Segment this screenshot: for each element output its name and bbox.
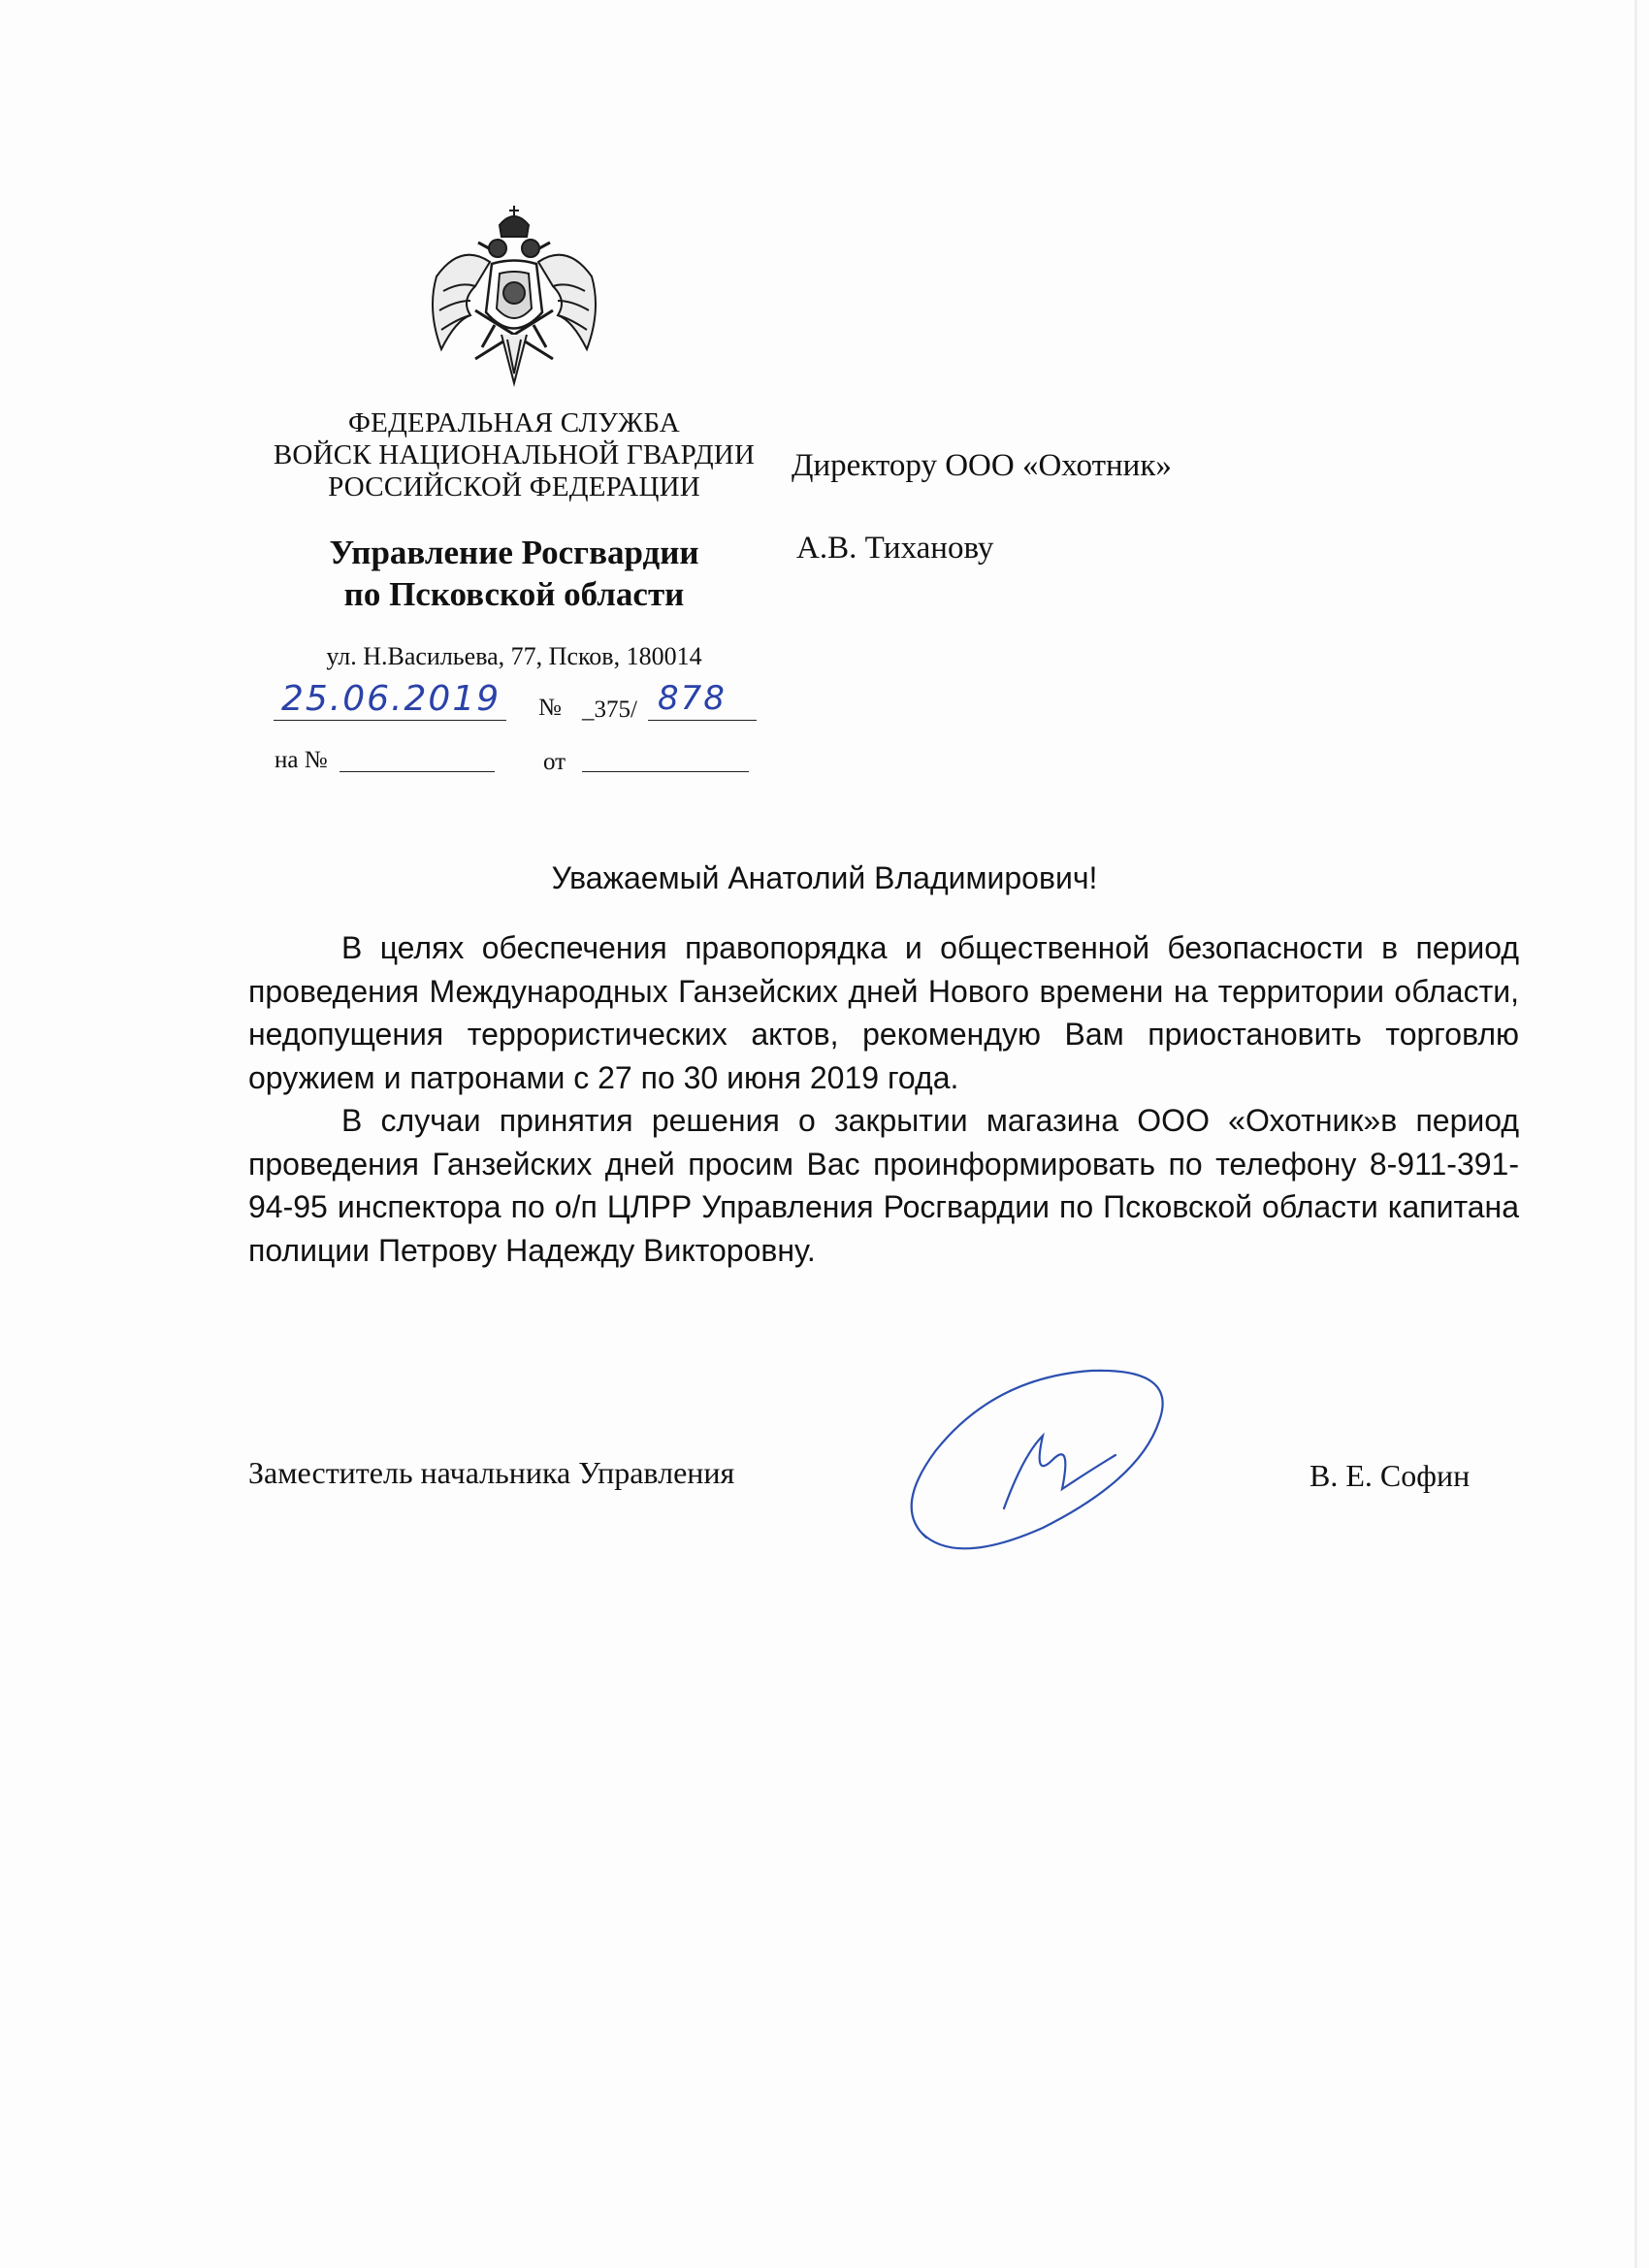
reference-underline xyxy=(340,771,495,772)
number-underline xyxy=(648,720,757,721)
rosgvardia-eagle-emblem-icon xyxy=(422,204,606,398)
org-line: РОССИЙСКОЙ ФЕДЕРАЦИИ xyxy=(328,471,700,502)
body-paragraph: В случаи принятия решения о закрытии магазина ООО «Охотник»в период проведения Ганзейских дней просим Вас проинформировать по телефону 8-911-391-94-95 инспектора по о/п ЦЛРР Управления Росгвардии по Псковской области капитана полиции Петрову Надежду Викторовну. xyxy=(248,1103,1519,1268)
division-line: по Псковской области xyxy=(343,575,685,613)
number-label: № xyxy=(538,695,562,721)
reference-label: на № xyxy=(275,747,328,773)
division-line: Управление Росгвардии xyxy=(329,534,699,571)
signatory-name: В. Е. Софин xyxy=(1310,1458,1471,1493)
from-date-underline xyxy=(582,771,749,772)
org-address: ул. Н.Васильева, 77, Псков, 180014 xyxy=(326,642,702,670)
org-line: ВОЙСК НАЦИОНАЛЬНОЙ ГВАРДИИ xyxy=(273,439,756,470)
org-line: ФЕДЕРАЛЬНАЯ СЛУЖБА xyxy=(348,407,680,438)
scan-edge xyxy=(1634,0,1637,2268)
signatory-title: Заместитель начальника Управления xyxy=(248,1455,735,1490)
number-prefix: _375/ xyxy=(582,697,637,723)
division-name xyxy=(242,532,786,615)
body-paragraph: В целях обеспечения правопорядка и общественной безопасности в период проведения Международных Ганзейских дней Нового времени на территории области, недопущения террористических актов, рекомендую Вам приостановить торговлю оружием и патронами с 27 по 30 июня 2019 года. xyxy=(248,930,1519,1095)
addressee-position: Директору ООО «Охотник» xyxy=(792,448,1172,483)
addressee-name: А.В. Тиханову xyxy=(796,531,994,566)
outgoing-number: 878 xyxy=(658,679,727,718)
handwritten-signature-icon xyxy=(897,1363,1188,1571)
organization-name xyxy=(242,407,786,503)
from-label: от xyxy=(543,749,566,775)
outgoing-date: 25.06.2019 xyxy=(281,679,501,719)
date-underline xyxy=(274,720,506,721)
salutation: Уважаемый Анатолий Владимирович! xyxy=(551,860,1098,895)
letter-body xyxy=(248,926,1519,1272)
